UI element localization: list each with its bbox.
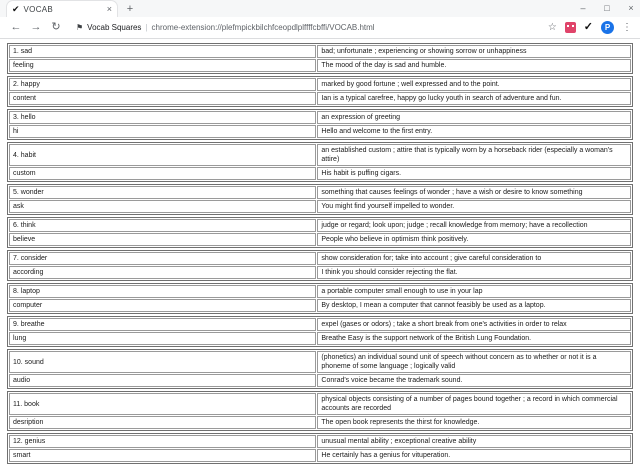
word-row bbox=[9, 144, 631, 166]
vocab-entry-table bbox=[7, 250, 633, 281]
hint-cell: audio bbox=[9, 374, 316, 387]
definition-cell: show consideration for; take into account ; give careful consideration to bbox=[317, 252, 631, 265]
word-cell: 9. breathe bbox=[9, 318, 316, 331]
example-cell: You might find yourself impelled to wonder. bbox=[317, 200, 631, 213]
hint-cell: content bbox=[9, 92, 316, 105]
hint-row bbox=[9, 200, 631, 213]
forward-icon[interactable]: → bbox=[30, 21, 42, 33]
example-cell: His habit is puffing cigars. bbox=[317, 167, 631, 180]
vocab-entry-table bbox=[7, 184, 633, 215]
word-cell: 3. hello bbox=[9, 111, 316, 124]
word-row bbox=[9, 186, 631, 199]
word-cell: 1. sad bbox=[9, 45, 316, 58]
word-cell: 12. genius bbox=[9, 435, 316, 448]
hint-cell: custom bbox=[9, 167, 316, 180]
tab-title: VOCAB bbox=[23, 4, 54, 14]
browser-menu-icon[interactable]: ⋮ bbox=[622, 22, 632, 33]
word-row bbox=[9, 78, 631, 91]
example-cell: Conrad's voice became the trademark sound. bbox=[317, 374, 631, 387]
definition-cell: an expression of greeting bbox=[317, 111, 631, 124]
pink-extension-icon[interactable] bbox=[565, 22, 576, 33]
tab-close-icon[interactable]: × bbox=[106, 3, 112, 14]
hint-cell: computer bbox=[9, 299, 316, 312]
omnibox-extension-icon: ⚑ bbox=[76, 22, 84, 32]
check-extension-icon[interactable]: ✓ bbox=[583, 21, 593, 33]
word-row bbox=[9, 252, 631, 265]
vocab-entry-table bbox=[7, 217, 633, 248]
vocab-entry-table bbox=[7, 433, 633, 464]
window-minimize-button[interactable]: – bbox=[580, 3, 586, 13]
vocab-entry-table bbox=[7, 109, 633, 140]
tab-strip bbox=[0, 0, 640, 17]
word-cell: 4. habit bbox=[9, 144, 316, 166]
example-cell: People who believe in optimism think positively. bbox=[317, 233, 631, 246]
vocab-entry-table bbox=[7, 349, 633, 389]
word-cell: 7. consider bbox=[9, 252, 316, 265]
definition-cell: judge or regard; look upon; judge ; recall knowledge from memory; have a recollection bbox=[317, 219, 631, 232]
word-row bbox=[9, 219, 631, 232]
hint-row bbox=[9, 167, 631, 180]
address-bar[interactable] bbox=[70, 20, 544, 36]
window-close-button[interactable]: × bbox=[628, 3, 634, 13]
example-cell: By desktop, I mean a computer that cannot feasibly be used as a laptop. bbox=[317, 299, 631, 312]
window-controls bbox=[578, 0, 636, 16]
hint-cell: feeling bbox=[9, 59, 316, 72]
definition-cell: bad; unfortunate ; experiencing or showing sorrow or unhappiness bbox=[317, 45, 631, 58]
vocab-entry-table bbox=[7, 283, 633, 314]
vocab-entry-table bbox=[7, 142, 633, 182]
vocab-table-list bbox=[7, 43, 633, 464]
omnibox-site-label: Vocab Squares bbox=[87, 23, 142, 32]
hint-cell: hi bbox=[9, 125, 316, 138]
word-cell: 6. think bbox=[9, 219, 316, 232]
definition-cell: unusual mental ability ; exceptional creative ability bbox=[317, 435, 631, 448]
word-row bbox=[9, 351, 631, 373]
word-row bbox=[9, 111, 631, 124]
reload-icon[interactable]: ↻ bbox=[51, 21, 61, 33]
word-row bbox=[9, 318, 631, 331]
definition-cell: something that causes feelings of wonder ; have a wish or desire to know something bbox=[317, 186, 631, 199]
example-cell: Breathe Easy is the support network of the British Lung Foundation. bbox=[317, 332, 631, 345]
hint-row bbox=[9, 59, 631, 72]
new-tab-button[interactable]: + bbox=[126, 2, 134, 15]
definition-cell: (phonetics) an individual sound unit of speech without concern as to whether or not it is a phoneme of some language ; logically valid bbox=[317, 351, 631, 373]
word-row bbox=[9, 435, 631, 448]
tab-favicon-check-icon: ✔ bbox=[12, 3, 20, 14]
browser-tab-vocab[interactable] bbox=[6, 0, 118, 17]
hint-cell: smart bbox=[9, 449, 316, 462]
bookmark-star-icon[interactable]: ☆ bbox=[547, 22, 557, 33]
word-row bbox=[9, 45, 631, 58]
window-maximize-button[interactable]: □ bbox=[604, 3, 610, 13]
example-cell: He certainly has a genius for vituperation. bbox=[317, 449, 631, 462]
definition-cell: a portable computer small enough to use in your lap bbox=[317, 285, 631, 298]
toolbar-right-icons bbox=[548, 21, 634, 34]
hint-cell: desription bbox=[9, 416, 316, 429]
omnibox-separator: | bbox=[145, 23, 148, 32]
hint-row bbox=[9, 266, 631, 279]
hint-row bbox=[9, 449, 631, 462]
hint-row bbox=[9, 233, 631, 246]
definition-cell: marked by good fortune ; well expressed and to the point. bbox=[317, 78, 631, 91]
vocab-entry-table bbox=[7, 391, 633, 431]
back-icon[interactable]: ← bbox=[10, 21, 22, 33]
word-row bbox=[9, 393, 631, 415]
word-row bbox=[9, 285, 631, 298]
hint-row bbox=[9, 374, 631, 387]
vocab-entry-table bbox=[7, 76, 633, 107]
profile-avatar[interactable]: P bbox=[601, 21, 614, 34]
word-cell: 11. book bbox=[9, 393, 316, 415]
example-cell: The open book represents the thirst for knowledge. bbox=[317, 416, 631, 429]
definition-cell: an established custom ; attire that is typically worn by a horseback rider (especially a woman's attire) bbox=[317, 144, 631, 166]
hint-cell: lung bbox=[9, 332, 316, 345]
word-cell: 8. laptop bbox=[9, 285, 316, 298]
hint-row bbox=[9, 92, 631, 105]
example-cell: The mood of the day is sad and humble. bbox=[317, 59, 631, 72]
example-cell: Ian is a typical carefree, happy go lucky youth in search of adventure and fun. bbox=[317, 92, 631, 105]
vocab-page bbox=[0, 39, 640, 459]
word-cell: 2. happy bbox=[9, 78, 316, 91]
browser-toolbar bbox=[0, 17, 640, 39]
word-cell: 5. wonder bbox=[9, 186, 316, 199]
hint-cell: according bbox=[9, 266, 316, 279]
example-cell: Hello and welcome to the first entry. bbox=[317, 125, 631, 138]
example-cell: I think you should consider rejecting the flat. bbox=[317, 266, 631, 279]
definition-cell: expel (gases or odors) ; take a short break from one's activities in order to relax bbox=[317, 318, 631, 331]
hint-row bbox=[9, 416, 631, 429]
hint-row bbox=[9, 332, 631, 345]
hint-cell: ask bbox=[9, 200, 316, 213]
hint-cell: believe bbox=[9, 233, 316, 246]
omnibox-url: chrome-extension://plefmpickbilchfceopdlplffffcbffi/VOCAB.html bbox=[151, 23, 375, 32]
vocab-entry-table bbox=[7, 316, 633, 347]
definition-cell: physical objects consisting of a number of pages bound together ; a record in which commercial accounts are recorded bbox=[317, 393, 631, 415]
hint-row bbox=[9, 299, 631, 312]
word-cell: 10. sound bbox=[9, 351, 316, 373]
vocab-entry-table bbox=[7, 43, 633, 74]
hint-row bbox=[9, 125, 631, 138]
